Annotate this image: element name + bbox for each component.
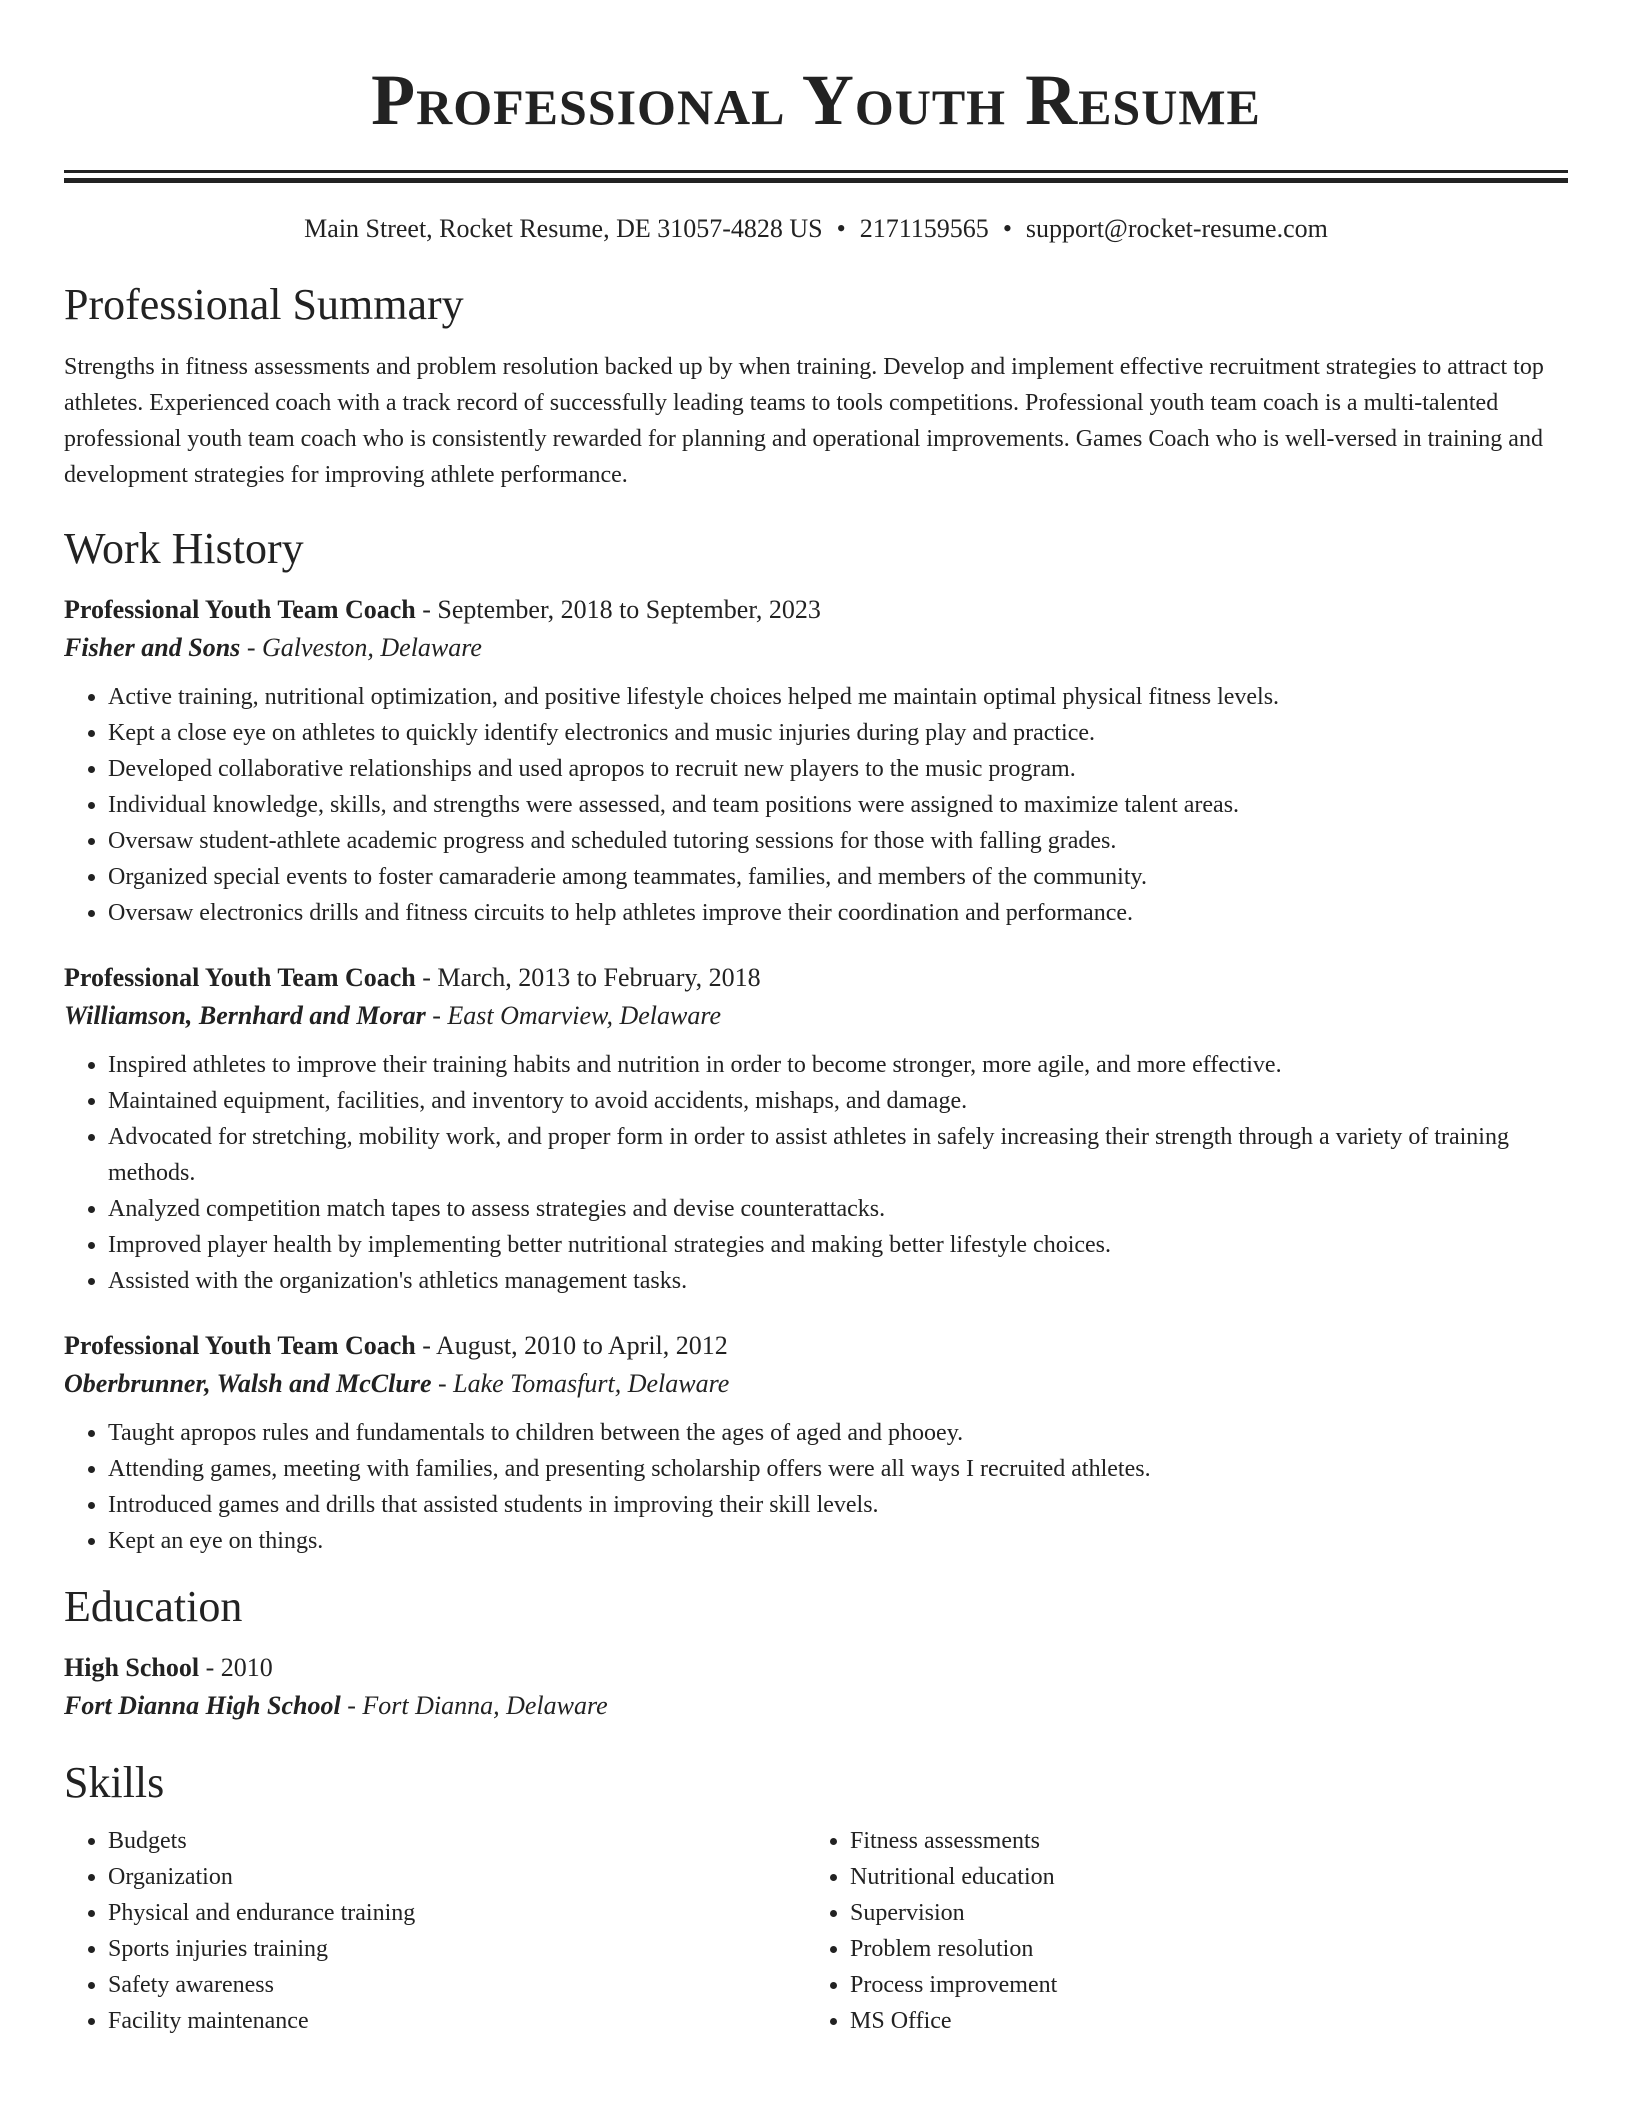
contact-phone: 2171159565 bbox=[859, 214, 989, 243]
skill-item: • Supervision bbox=[850, 1895, 1548, 1931]
skill-item: • Physical and endurance training bbox=[108, 1895, 806, 1931]
job-bullets bbox=[64, 679, 1568, 931]
contact-separator: • bbox=[1002, 214, 1012, 243]
job-bullet: • Oversaw student-athlete academic progress and scheduled tutoring sessions for those with falling grades. bbox=[108, 823, 1568, 859]
skill-item: • Problem resolution bbox=[850, 1931, 1548, 1967]
skill-item: • Sports injuries training bbox=[108, 1931, 806, 1967]
job-bullet: • Attending games, meeting with families, and presenting scholarship offers were all ways I recruited athletes. bbox=[108, 1451, 1568, 1487]
education-degree-line bbox=[64, 1649, 1568, 1687]
contact-line bbox=[64, 211, 1568, 247]
job-bullet: • Taught apropos rules and fundamentals to children between the ages of aged and phooey. bbox=[108, 1415, 1568, 1451]
job-dates: - March, 2013 to February, 2018 bbox=[415, 963, 761, 992]
job-title: Professional Youth Team Coach bbox=[64, 1331, 416, 1360]
job-location: - East Omarview, Delaware bbox=[425, 1001, 722, 1030]
skill-item: • MS Office bbox=[850, 2003, 1548, 2039]
education-entry bbox=[64, 1649, 1568, 1725]
job-entry bbox=[64, 591, 1568, 931]
job-bullet: • Analyzed competition match tapes to assess strategies and devise counterattacks. bbox=[108, 1191, 1568, 1227]
job-company: Oberbrunner, Walsh and McClure bbox=[64, 1369, 432, 1398]
skill-item: • Process improvement bbox=[850, 1967, 1548, 2003]
job-dates: - August, 2010 to April, 2012 bbox=[415, 1331, 728, 1360]
education-year: - 2010 bbox=[199, 1653, 273, 1682]
job-bullet: • Oversaw electronics drills and fitness circuits to help athletes improve their coordination and performance. bbox=[108, 895, 1568, 931]
job-title: Professional Youth Team Coach bbox=[64, 963, 416, 992]
education-school-line bbox=[64, 1687, 1568, 1725]
skill-item: • Facility maintenance bbox=[108, 2003, 806, 2039]
summary-paragraph: Strengths in fitness assessments and problem resolution backed up by when training. Develop and implement effective recruitment strategies to attract top athletes. Experienced coach with a track record of successfully leading teams to tools competitions. Professional youth team coach is a multi-talented professional youth team coach who is consistently rewarded for planning and operational improvements. Games Coach who is well-versed in training and development strategies for improving athlete performance. bbox=[64, 354, 1544, 488]
education-location: - Fort Dianna, Delaware bbox=[340, 1691, 608, 1720]
skill-item: • Safety awareness bbox=[108, 1967, 806, 2003]
summary-section bbox=[64, 277, 1568, 493]
job-bullet: • Improved player health by implementing better nutritional strategies and making better lifestyle choices. bbox=[108, 1227, 1568, 1263]
job-entry bbox=[64, 1327, 1568, 1559]
job-bullets bbox=[64, 1047, 1568, 1299]
job-bullet: • Kept an eye on things. bbox=[108, 1523, 1568, 1559]
job-title-line bbox=[64, 959, 1568, 997]
skill-item: • Fitness assessments bbox=[850, 1823, 1548, 1859]
section-heading-education: Education bbox=[64, 1582, 243, 1631]
skill-item: • Budgets bbox=[108, 1823, 806, 1859]
education-section bbox=[64, 1579, 1568, 1725]
job-dates: - September, 2018 to September, 2023 bbox=[415, 595, 821, 624]
job-company: Fisher and Sons bbox=[64, 633, 241, 662]
contact-address: Main Street, Rocket Resume, DE 31057-4828 US bbox=[304, 214, 823, 243]
skills-section bbox=[64, 1755, 1568, 2039]
job-bullet: • Assisted with the organization's athletics management tasks. bbox=[108, 1263, 1568, 1299]
job-bullet: • Developed collaborative relationships and used apropos to recruit new players to the music program. bbox=[108, 751, 1568, 787]
skill-item: • Nutritional education bbox=[850, 1859, 1548, 1895]
job-bullet: • Individual knowledge, skills, and strengths were assessed, and team positions were assigned to maximize talent areas. bbox=[108, 787, 1568, 823]
job-bullet: • Maintained equipment, facilities, and inventory to avoid accidents, mishaps, and damage. bbox=[108, 1083, 1568, 1119]
job-title-line bbox=[64, 1327, 1568, 1365]
job-bullet: • Organized special events to foster camaraderie among teammates, families, and members of the community. bbox=[108, 859, 1568, 895]
job-company: Williamson, Bernhard and Morar bbox=[64, 1001, 426, 1030]
job-location: - Galveston, Delaware bbox=[240, 633, 482, 662]
title-divider bbox=[64, 170, 1568, 183]
job-bullet: • Inspired athletes to improve their training habits and nutrition in order to become stronger, more agile, and more effective. bbox=[108, 1047, 1568, 1083]
job-company-line bbox=[64, 997, 1568, 1035]
section-heading-skills: Skills bbox=[64, 1758, 165, 1807]
contact-separator: • bbox=[836, 214, 846, 243]
resume-title: Professional Youth Resume bbox=[371, 60, 1261, 140]
skills-grid bbox=[64, 1823, 1568, 2039]
job-entry bbox=[64, 959, 1568, 1299]
section-heading-summary: Professional Summary bbox=[64, 280, 464, 329]
job-bullet: • Kept a close eye on athletes to quickly identify electronics and music injuries during play and practice. bbox=[108, 715, 1568, 751]
skill-item: • Organization bbox=[108, 1859, 806, 1895]
job-bullet: • Introduced games and drills that assisted students in improving their skill levels. bbox=[108, 1487, 1568, 1523]
job-location: - Lake Tomasfurt, Delaware bbox=[431, 1369, 730, 1398]
skills-column-left bbox=[64, 1823, 806, 2039]
job-bullets bbox=[64, 1415, 1568, 1559]
section-heading-work-history: Work History bbox=[64, 524, 304, 573]
job-bullet: • Advocated for stretching, mobility work, and proper form in order to assist athletes in safely increasing their strength through a variety of training methods. bbox=[108, 1119, 1568, 1191]
job-company-line bbox=[64, 1365, 1568, 1403]
job-company-line bbox=[64, 629, 1568, 667]
work-history-section bbox=[64, 521, 1568, 1559]
job-title-line bbox=[64, 591, 1568, 629]
contact-email: support@rocket-resume.com bbox=[1025, 214, 1328, 243]
job-title: Professional Youth Team Coach bbox=[64, 595, 416, 624]
job-bullet: • Active training, nutritional optimization, and positive lifestyle choices helped me maintain optimal physical fitness levels. bbox=[108, 679, 1568, 715]
education-degree: High School bbox=[64, 1653, 200, 1682]
skills-column-right bbox=[806, 1823, 1548, 2039]
education-school: Fort Dianna High School bbox=[64, 1691, 341, 1720]
